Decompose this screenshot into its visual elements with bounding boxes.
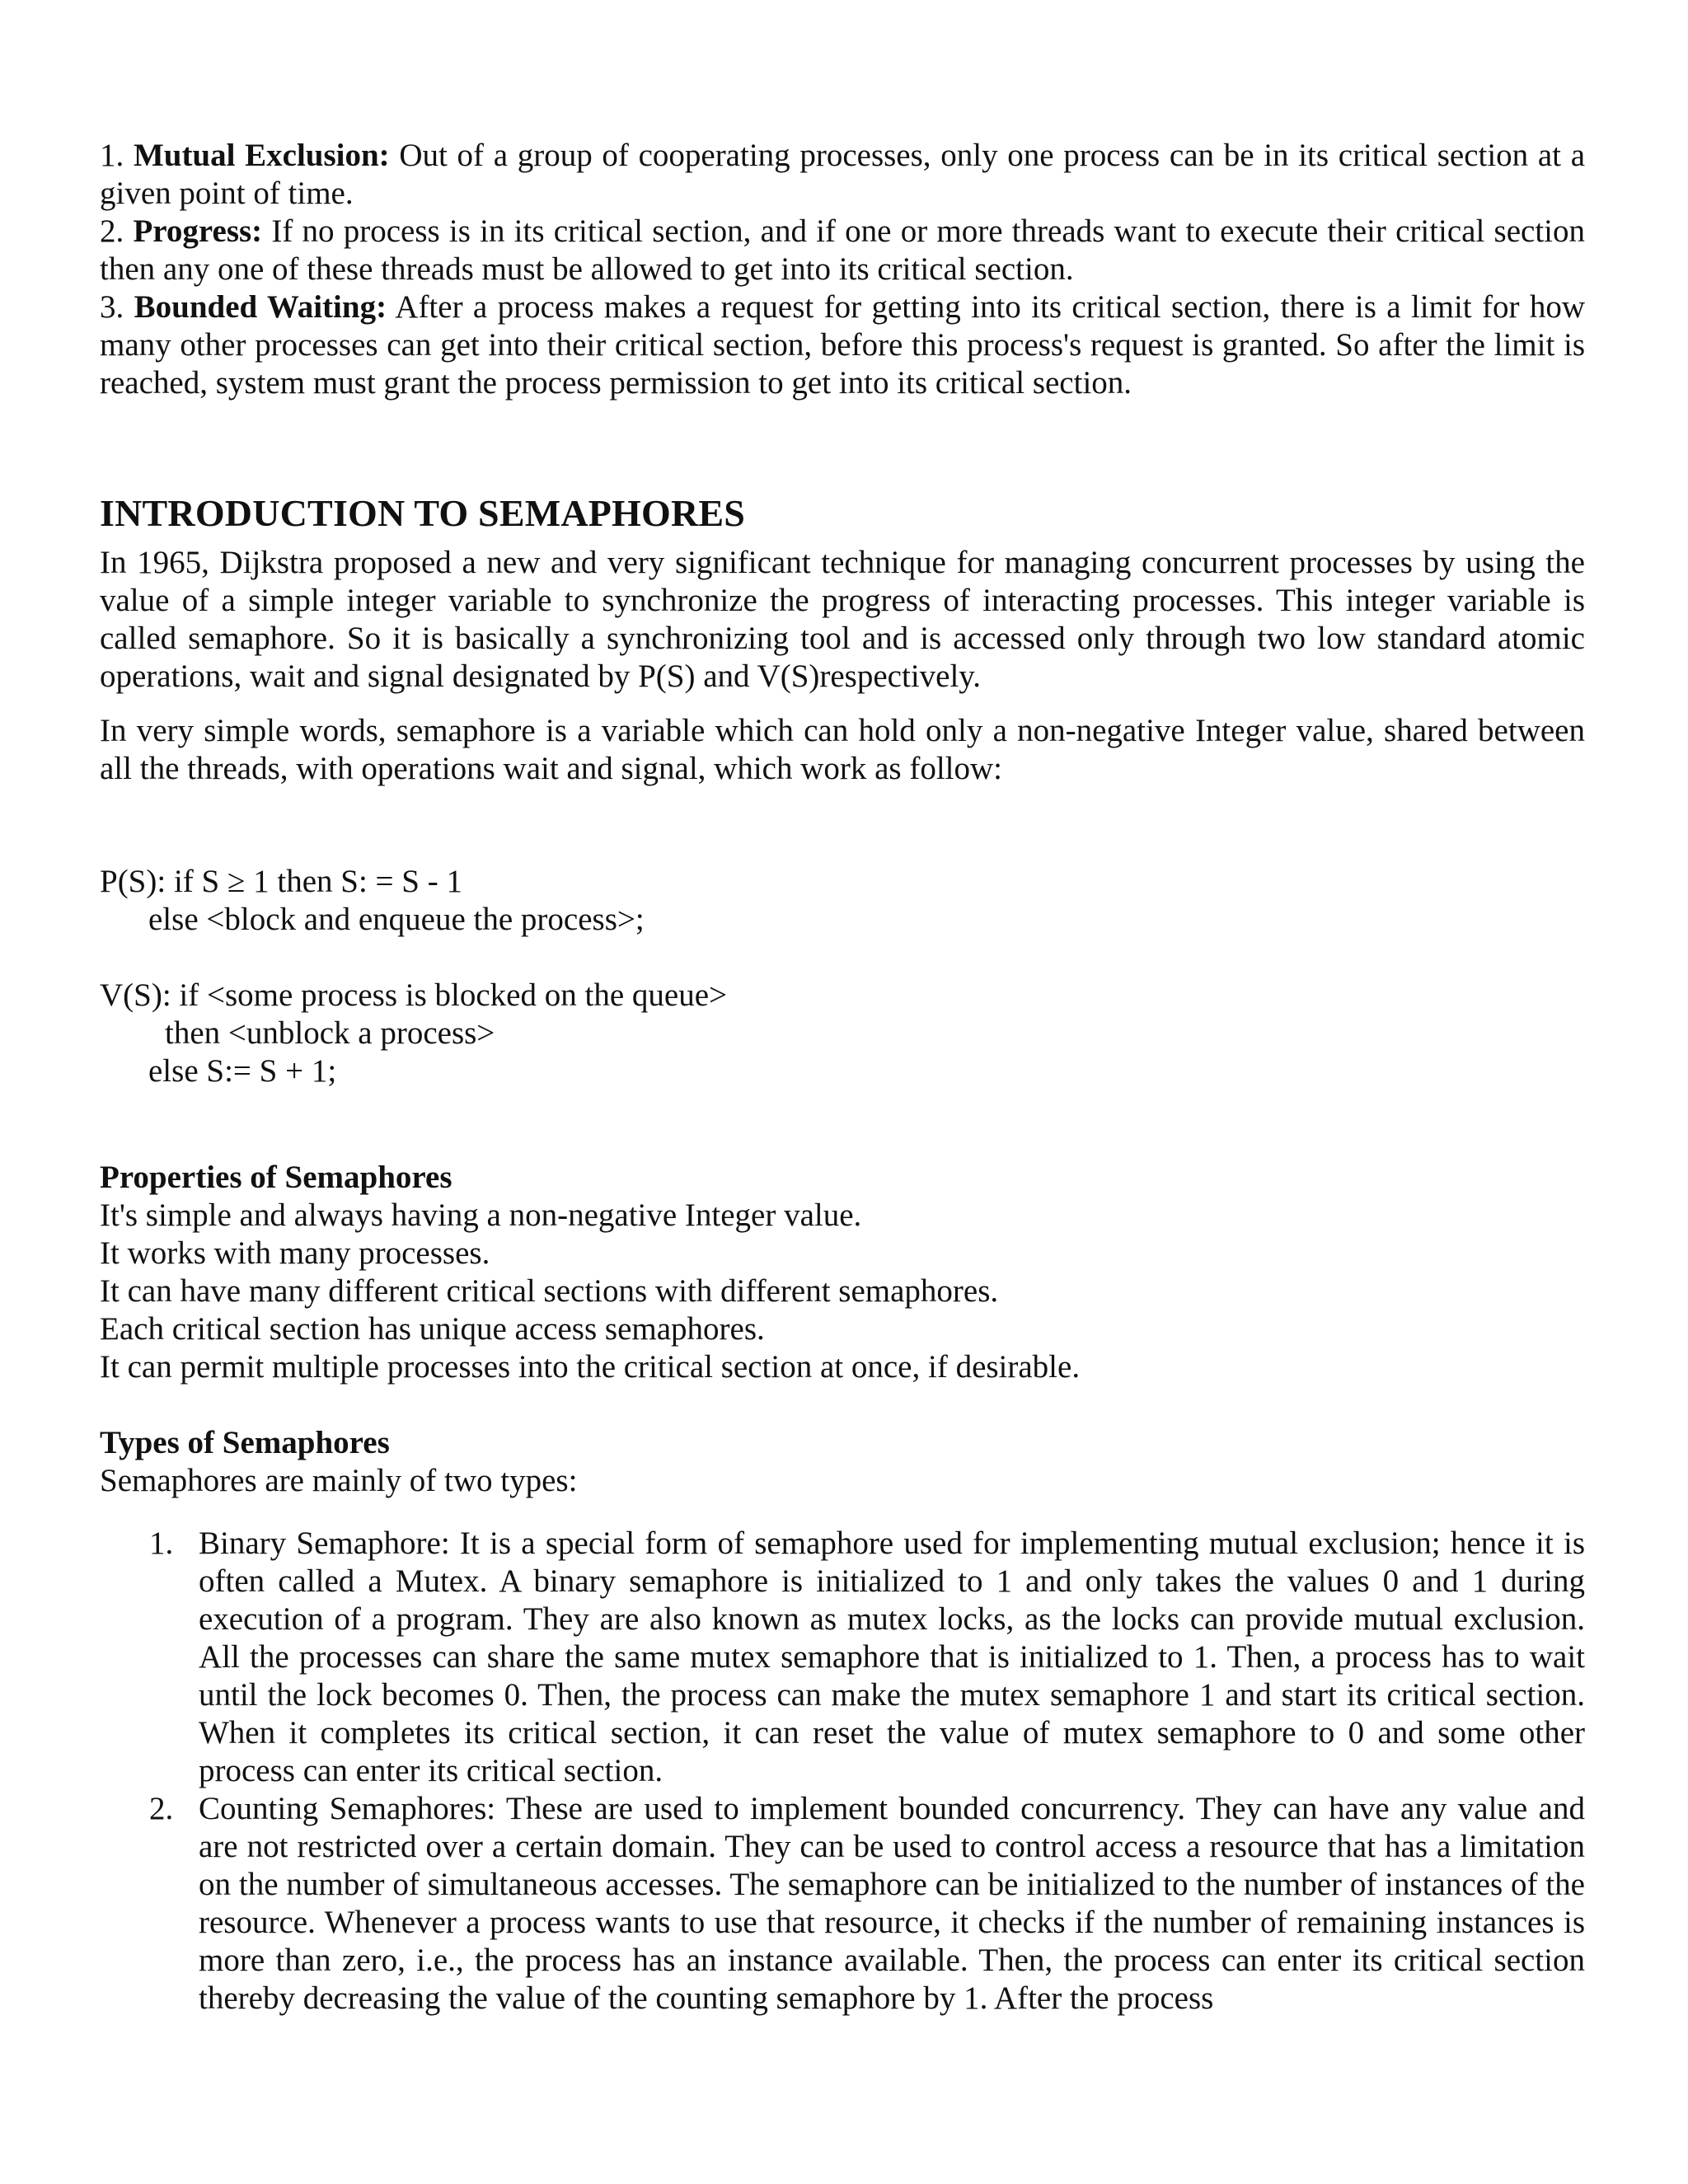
v-operation-line-3: else S:= S + 1; [148,1053,337,1089]
properties-heading: Properties of Semaphores [100,1160,452,1195]
list-item-binary-semaphore [100,1525,1585,1790]
criterion-title: Mutual Exclusion: [133,138,390,173]
property-item: Each critical section has unique access semaphores. [100,1311,765,1347]
criterion-text: If no process is in its critical section, and if one or more threads want to execute their critical section then any one of these threads must be allowed to get into its critical section. [100,213,1586,287]
property-item: It's simple and always having a non-negative Integer value. [100,1197,862,1233]
p-operation-line-1: P(S): if S ≥ 1 then S: = S - 1 [100,864,462,899]
types-heading: Types of Semaphores [100,1425,390,1460]
criterion-progress [100,213,1585,288]
property-item: It can have many different critical sections with different semaphores. [100,1273,999,1309]
criterion-text: After a process makes a request for getting into its critical section, there is a limit for how many other processes can get into their critical section, before this process's request is granted. So after the limit is reached, system must grant the process permission to get into its critical section. [100,289,1586,401]
types-list [100,1525,1585,2018]
list-number: 1. [149,1526,174,1561]
p-operation-line-2: else <block and enqueue the process>; [148,902,645,937]
criterion-number: 3. [100,289,124,325]
criterion-title: Bounded Waiting: [134,289,387,325]
property-item: It can permit multiple processes into the critical section at once, if desirable. [100,1349,1081,1385]
criterion-text: Out of a group of cooperating processes, only one process can be in its critical section at a given point of time. [100,138,1585,211]
intro-paragraph-2: In very simple words, semaphore is a variable which can hold only a non-negative Integer value, shared between all the threads, with operations wait and signal, which work as follow: [100,713,1585,786]
list-number: 2. [149,1791,174,1826]
v-operation-line-2: then <unblock a process> [165,1015,495,1051]
section-heading: INTRODUCTION TO SEMAPHORES [100,492,746,534]
list-item-counting-semaphores [100,1790,1585,2018]
criterion-bounded-waiting [100,288,1585,402]
v-operation-line-1: V(S): if <some process is blocked on the queue> [100,977,727,1013]
criterion-number: 1. [100,138,124,173]
criterion-number: 2. [100,213,124,249]
property-item: It works with many processes. [100,1235,490,1271]
criterion-title: Progress: [133,213,263,249]
list-item-text: Counting Semaphores: These are used to implement bounded concurrency. They can have any value and are not restricted over a certain domain. They can be used to control access a resource that has a limitation on the number of simultaneous accesses. The semaphore can be initialized to the number of instances of the resource. Whenever a process wants to use that resource, it checks if the number of remaining instances is more than zero, i.e., the process has an instance available. Then, the process can enter its critical section thereby decreasing the value of the counting semaphore by 1. After the process [199,1791,1585,2016]
criterion-mutual-exclusion [100,137,1585,213]
types-intro: Semaphores are mainly of two types: [100,1463,578,1498]
list-item-text: Binary Semaphore: It is a special form of semaphore used for implementing mutual exclusion; hence it is often called a Mutex. A binary semaphore is initialized to 1 and only takes the values 0 and 1 during execution of a program. They are also known as mutex locks, as the locks can provide mutual exclusion. All the processes can share the same mutex semaphore that is initialized to 1. Then, a process has to wait until the lock becomes 0. Then, the process can make the mutex semaphore 1 and start its critical section. When it completes its critical section, it can reset the value of mutex semaphore to 0 and some other process can enter its critical section. [199,1526,1585,1788]
intro-paragraph-1: In 1965, Dijkstra proposed a new and very significant technique for managing concurrent processes by using the value of a simple integer variable to synchronize the progress of interacting processes. This integer variable is called semaphore. So it is basically a synchronizing tool and is accessed only through two low standard atomic operations, wait and signal designated by P(S) and V(S)respectively. [100,545,1585,694]
